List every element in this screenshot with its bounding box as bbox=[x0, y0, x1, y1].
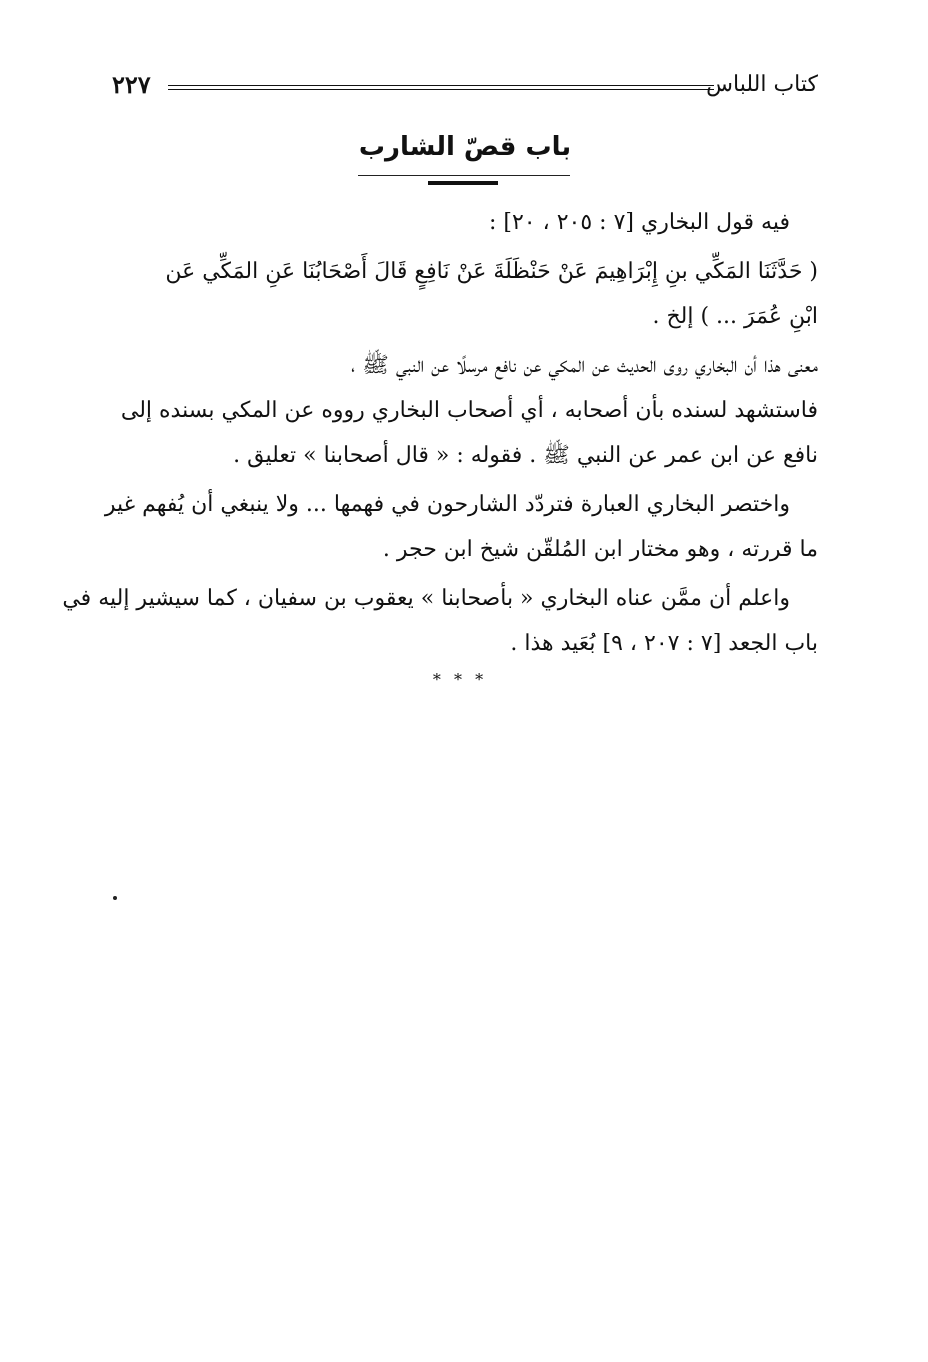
page-header bbox=[106, 70, 818, 110]
title-underline-thin bbox=[358, 175, 570, 176]
text-line: ما قررته ، وهو مختار ابن المُلقّن شيخ ابن حجر . bbox=[382, 537, 818, 562]
paragraph-meaning bbox=[106, 343, 818, 478]
text-line: واختصر البخاري العبارة فتردّد الشارحون في فهمها ... ولا ينبغي أن يُفهم غير bbox=[104, 492, 790, 517]
text-line: ( حَدَّثَنَا المَكِّي بنِ إِبْرَاهِيمَ عَنْ حَنْظَلَةَ عَنْ نَافِعٍ قَالَ أَصْحَابُنَا عَنِ المَكِّي عَن bbox=[165, 259, 818, 284]
text-line: فيه قول البخاري [٧ : ٢٠٥ ، ٢٠] : bbox=[488, 210, 790, 235]
text-line: فاستشهد لسنده بأن أصحابه ، أي أصحاب البخاري رووه عن المكي بسنده إلى bbox=[120, 398, 818, 423]
running-title: كتاب اللباس bbox=[706, 72, 818, 97]
title-underline-thick bbox=[428, 181, 498, 185]
section-separator: * * * bbox=[432, 670, 488, 689]
paragraph-intro bbox=[106, 200, 818, 245]
text-line: معنى هذا أن البخاري روى الحديث عن المكي عن نافع مرسلًا عن النبي ﷺ ، bbox=[351, 353, 818, 378]
paragraph-note bbox=[62, 576, 818, 666]
body-text bbox=[62, 200, 818, 670]
text-line: باب الجعد [٧ : ٢٠٧ ، ٩] بُعَيد هذا . bbox=[510, 631, 818, 656]
chapter-title: باب قصّ الشارب bbox=[358, 132, 572, 162]
page-number: ٢٢٧ bbox=[112, 70, 151, 99]
text-line: واعلم أن ممَّن عناه البخاري « بأصحابنا » يعقوب بن سفيان ، كما سيشير إليه في bbox=[62, 586, 790, 611]
scan-speck bbox=[113, 896, 117, 900]
paragraph-abridgement bbox=[106, 482, 818, 572]
header-rule bbox=[168, 85, 714, 90]
text-line: نافع عن ابن عمر عن النبي ﷺ . فقوله : « قال أصحابنا » تعليق . bbox=[233, 443, 818, 468]
paragraph-hadith bbox=[106, 249, 818, 339]
text-line: ابْنِ عُمَرَ ... ) إلخ . bbox=[652, 304, 818, 329]
